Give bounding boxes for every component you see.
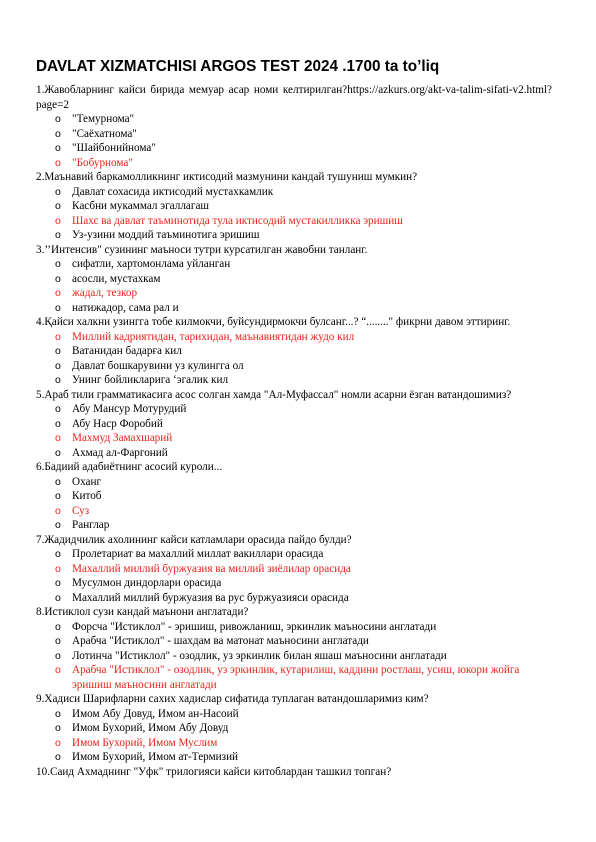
answer-option-text: Суз <box>72 504 90 517</box>
answer-option-text: Абу Мансур Мотурудий <box>72 403 187 415</box>
answer-options <box>36 330 552 388</box>
answer-option-text: "Саёхатнома" <box>72 127 137 140</box>
answer-option-correct <box>36 214 552 229</box>
answer-option <box>36 141 552 156</box>
answer-option <box>36 301 552 316</box>
answer-option <box>36 257 552 272</box>
question-list <box>36 83 552 779</box>
question-block <box>36 388 552 461</box>
question-block <box>36 692 552 765</box>
answer-option-correct <box>36 286 552 301</box>
answer-option-text: сифатли, хартомонлама уйланган <box>72 258 231 270</box>
list-bullet: o <box>55 722 61 734</box>
answer-option <box>36 373 552 388</box>
answer-option <box>36 199 552 214</box>
list-bullet: o <box>55 301 61 314</box>
answer-option-text: Давлат бошкарувини уз кулингга ол <box>72 359 244 372</box>
question-text: 5.Араб тили грамматикасига асос солган хамда "Ал-Муфассал" номли асарни ёзган ватандошимиз? <box>36 388 512 401</box>
answer-options <box>36 475 552 533</box>
question-block <box>36 243 552 316</box>
answer-option-text: "Бобурнома" <box>72 156 133 169</box>
answer-option-correct <box>36 330 552 345</box>
answer-option-text: натижадор, сама рал и <box>72 301 179 314</box>
answer-option <box>36 417 552 432</box>
answer-option-text: Унинг бойликларига ‘эгалик кил <box>72 374 229 386</box>
answer-option-correct <box>36 736 552 751</box>
answer-option <box>36 620 552 635</box>
list-bullet: o <box>55 548 61 560</box>
answer-option-correct <box>36 663 552 692</box>
answer-options <box>36 620 552 693</box>
answer-option <box>36 547 552 562</box>
question-text: 4.Қайси халкни узингга тобе килмокчи, буйсундирмокчи булсанг...? “........" фикрни давом эттиринг. <box>36 316 511 328</box>
list-bullet: o <box>55 258 61 270</box>
list-bullet: o <box>55 185 61 198</box>
list-bullet: o <box>55 736 61 749</box>
question-text: 9.Хадиси Шарифларни сахих хадислар сифатида туплаган ватандошларимиз ким? <box>36 693 429 705</box>
list-bullet: o <box>55 620 61 633</box>
list-bullet: o <box>55 577 61 589</box>
answer-option <box>36 402 552 417</box>
answer-option <box>36 127 552 142</box>
list-bullet: o <box>55 214 61 227</box>
answer-option-text: асосли, мустахкам <box>72 272 161 285</box>
answer-option <box>36 634 552 649</box>
question-block <box>36 460 552 533</box>
question-text: 8.Истиклол сузи кандай маънони англатади? <box>36 606 249 618</box>
list-bullet: o <box>55 490 61 502</box>
answer-option <box>36 359 552 374</box>
list-bullet: o <box>55 664 61 676</box>
answer-option-correct <box>36 156 552 171</box>
answer-option-text: Касбни мукаммал эгаллагаш <box>72 200 210 212</box>
answer-option-text: Арабча "Истиклол" - озодлик, уз эркинлик, кутарилиш, каддини ростлаш, усиш, юкори жойга эришиш маъносини англатади <box>72 664 520 691</box>
answer-option-text: "Темурнома" <box>72 113 135 125</box>
question-text: 3.’’Интенсив" сузининг маъноси тутри курсатилган жавобни танланг. <box>36 243 368 256</box>
list-bullet: o <box>55 417 61 430</box>
answer-option-text: Махаллий миллий буржуазия ва рус буржуазияси орасида <box>72 591 349 604</box>
answer-option-text: Миллий кадриятидан, тарихидан, маънавиятидан жудо кил <box>72 330 355 343</box>
list-bullet: o <box>55 562 61 575</box>
answer-option <box>36 446 552 461</box>
answer-option-text: Абу Наср Форобий <box>72 417 163 430</box>
answer-option <box>36 591 552 606</box>
answer-option-text: Пролетариат ва махаллий миллат вакиллари орасида <box>72 548 324 560</box>
answer-option <box>36 518 552 533</box>
list-bullet: o <box>55 475 61 488</box>
answer-option-text: Ранглар <box>72 519 110 531</box>
question-block <box>36 315 552 388</box>
answer-option-text: Ахмад ал-Фаргоний <box>72 446 168 459</box>
list-bullet: o <box>55 127 61 140</box>
list-bullet: o <box>55 113 61 125</box>
answer-option-text: Ватанидан бадарға кил <box>72 345 182 357</box>
question-text: 2.Маънавий баркамолликнинг иктисодий мазмунини кандай тушуниш мумкин? <box>36 171 418 183</box>
answer-options <box>36 547 552 605</box>
answer-option <box>36 272 552 287</box>
answer-option-text: Давлат сохасида иктисодий мустахкамлик <box>72 185 274 198</box>
answer-option-text: "Шайбонийнома" <box>72 142 156 154</box>
answer-option-text: Махаллий миллий буржуазия ва миллий зиёлилар орасида <box>72 562 351 575</box>
answer-option <box>36 228 552 243</box>
list-bullet: o <box>55 504 61 517</box>
list-bullet: o <box>55 374 61 386</box>
document-title: DAVLAT XIZMATCHISI ARGOS TEST 2024 .1700 ta to’liq <box>36 58 440 75</box>
list-bullet: o <box>55 272 61 285</box>
answer-option-text: Форсча "Истиклол" - эришиш, ривожланиш, эркинлик маъносини англатади <box>72 620 437 633</box>
question-block <box>36 765 552 780</box>
answer-option-correct <box>36 504 552 519</box>
answer-option <box>36 185 552 200</box>
list-bullet: o <box>55 403 61 415</box>
list-bullet: o <box>55 751 61 763</box>
answer-option-text: Уз-узини моддий таъминотига эришиш <box>72 229 260 241</box>
answer-option-text: Имом Бухорий, Имом Муслим <box>72 736 218 749</box>
list-bullet: o <box>55 432 61 444</box>
list-bullet: o <box>55 649 61 662</box>
list-bullet: o <box>55 345 61 357</box>
question-block <box>36 605 552 692</box>
answer-options <box>36 707 552 765</box>
list-bullet: o <box>55 635 61 647</box>
answer-option-text: Шахс ва давлат таъминотида тула иктисодий мустакилликка эришиш <box>72 214 403 227</box>
list-bullet: o <box>55 359 61 372</box>
answer-option-text: Мусулмон диндорлари орасида <box>72 577 222 589</box>
answer-option <box>36 721 552 736</box>
list-bullet: o <box>55 142 61 154</box>
answer-option-text: Китоб <box>72 490 102 502</box>
list-bullet: o <box>55 591 61 604</box>
answer-option <box>36 475 552 490</box>
answer-option <box>36 750 552 765</box>
answer-options <box>36 185 552 243</box>
list-bullet: o <box>55 519 61 531</box>
answer-option <box>36 344 552 359</box>
question-text: 10.Саид Ахмаднинг "Уфк" трилогияси кайси китоблардан ташкил топган? <box>36 765 392 778</box>
answer-option-correct <box>36 562 552 577</box>
question-text: 6.Бадиий адабиётнинг асосий куроли... <box>36 461 223 473</box>
answer-options <box>36 402 552 460</box>
answer-option-text: Имом Бухорий, Имом Абу Довуд <box>72 722 229 734</box>
list-bullet: o <box>55 330 61 343</box>
answer-option-text: Оханг <box>72 475 102 488</box>
list-bullet: o <box>55 200 61 212</box>
question-block <box>36 170 552 243</box>
list-bullet: o <box>55 229 61 241</box>
answer-option-text: Лотинча "Истиклол" - озодлик, уз эркинлик билан яшаш маъносини англатади <box>72 649 447 662</box>
answer-options <box>36 112 552 170</box>
question-block <box>36 533 552 606</box>
answer-option-text: жадал, тезкор <box>72 287 138 299</box>
answer-option <box>36 576 552 591</box>
answer-option-text: Имом Бухорий, Имом ат-Термизий <box>72 751 239 763</box>
list-bullet: o <box>55 707 61 720</box>
question-text: 1.Жавобларнинг кайси бирида мемуар асар номи келтирилган?https://azkurs.org/akt-va-talim-sifati-v2.html?page=2 <box>36 84 552 111</box>
answer-option <box>36 707 552 722</box>
answer-option-text: Арабча "Истиклол" - шахдам ва матонат маъносини англатади <box>72 635 369 647</box>
answer-option <box>36 649 552 664</box>
answer-option-text: Махмуд Замахшарий <box>72 432 173 444</box>
answer-options <box>36 257 552 315</box>
list-bullet: o <box>55 446 61 459</box>
answer-option-text: Имом Абу Довуд, Имом ан-Насоий <box>72 707 239 720</box>
list-bullet: o <box>55 287 61 299</box>
answer-option-correct <box>36 431 552 446</box>
list-bullet: o <box>55 156 61 169</box>
question-block <box>36 83 552 170</box>
answer-option <box>36 112 552 127</box>
answer-option <box>36 489 552 504</box>
question-text: 7.Жадидчилик ахолининг кайси катламлари орасида пайдо булди? <box>36 533 352 546</box>
